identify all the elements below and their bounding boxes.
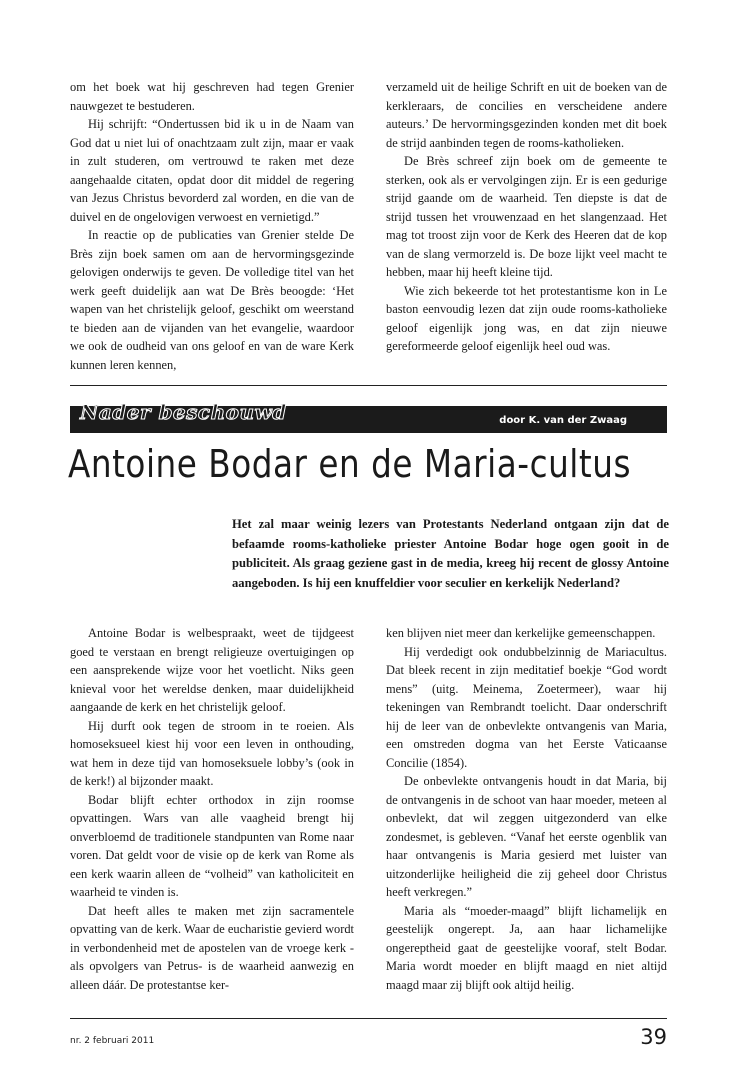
top-left-column — [70, 78, 354, 374]
article-lead: Het zal maar weinig lezers van Protestants Nederland ontgaan zijn dat de befaamde rooms-katholieke priester Antoine Bodar hoge ogen gooit in de publiciteit. Als graag geziene gast in de media, kreeg hij recent de glossy Antoine aangeboden. Is hij een knuffeldier voor seculier en kerkelijk Nederland? — [232, 517, 669, 590]
author-byline: door K. van der Zwaag — [499, 415, 627, 426]
paragraph: ken blijven niet meer dan kerkelijke gemeenschappen. — [386, 626, 656, 640]
paragraph: De onbevlekte ontvangenis houdt in dat Maria, bij de ontvangenis in de schoot van haar moeder, meteen al onbevlekt, dat wil zeggen uitgezonderd van elke zondesmet, is gebleven. “Vanaf het eerste ogenblik van haar ontvangenis is Maria gesierd met luister van uitzonderlijke heiligheid die zij geheel door Christus heeft verkregen.” — [386, 774, 667, 899]
issue-label: nr. 2 februari 2011 — [70, 1036, 155, 1046]
section-divider-top — [70, 385, 667, 386]
section-label: Nader beschouwd — [80, 400, 287, 424]
paragraph: Hij verdedigt ook ondubbelzinnig de Mariacultus. Dat bleek recent in zijn meditatief boekje “God wordt mens” (uitg. Meinema, Zoetermeer), waar hij tekeningen van Rembrandt toelicht. Daar onderschrift hij de leer van de onbevlekte ontvangenis van Maria, een omstreden dogma van het Eerste Vaticaanse Concilie (1854). — [386, 644, 667, 770]
section-banner — [70, 400, 667, 433]
paragraph: verzameld uit de heilige Schrift en uit de boeken van de kerkleraars, de concilies en verscheidene andere auteurs.’ De hervormingsgezinden konden met dit boek de strijd aanbinden tegen de rooms-katholieken. — [386, 80, 667, 150]
paragraph: De Brès schreef zijn boek om de gemeente te sterken, ook als er vervolgingen zijn. Er is een gedurige strijd gaande om de waarheid. Ten diepste is dat de strijd tussen het vrouwenzaad en het slangenzaad. Het mag tot troost zijn voor de Kerk des Heeren dat de kop van de slang vermorzeld is. De boze lijkt veel macht te hebben, maar hij heeft kleine tijd. — [386, 154, 667, 279]
paragraph: Hij durft ook tegen de stroom in te roeien. Als homoseksueel kiest hij voor een leven in onthouding, wat hem in deze tijd van homoseksuele lobby’s (ook in de kerk!) al bijzonder maakt. — [70, 718, 354, 788]
bottom-left-column — [70, 624, 354, 994]
footer-divider — [70, 1018, 667, 1019]
paragraph: Dat heeft alles te maken met zijn sacramentele opvatting van de kerk. Waar de eucharistie gevierd wordt in verbondenheid met de apostelen van de vroege kerk -als opvolgers van Petrus- is de waarheid aanwezig en alleen dáár. De protestantse ker- — [70, 903, 354, 992]
page-number: 39 — [640, 1025, 667, 1049]
article-headline: Antoine Bodar en de Maria-cultus — [68, 442, 632, 486]
paragraph: Antoine Bodar is welbespraakt, weet de tijdgeest goed te verstaan en brengt religieuze overtuigingen op een aansprekende wijze voor het voetlicht. Niks geen knieval voor het wereldse denken, maar duidelijkheid aangaande de kerk en het christelijk geloof. — [70, 626, 354, 714]
paragraph: In reactie op de publicaties van Grenier stelde De Brès zijn boek samen om aan de hervormingsgezinde gelovigen onderwijs te geven. De volledige titel van het werk geeft duidelijk aan wat De Brès beoogde: ‘Het wapen van het christelijk geloof, geschikt om weerstand te bieden aan de vijanden van het evangelie, waardoor we ook de oudheid van ons geloof en van de ware Kerk kunnen leren kennen, — [70, 228, 354, 372]
paragraph: om het boek wat hij geschreven had tegen Grenier nauwgezet te bestuderen. — [70, 80, 354, 113]
bottom-right-column — [386, 624, 667, 994]
paragraph: Hij schrijft: “Ondertussen bid ik u in de Naam van God dat u niet lui of onachtzaam zult zijn, maar er vaak in zult studeren, om vertrouwd te raken met deze aangehaalde citaten, opdat door dit middel de regering van Jezus Christus bevorderd zal worden, en die van de duivel en de ongelovigen verwoest en vernietigd.” — [70, 117, 354, 224]
paragraph: Maria als “moeder-maagd” blijft lichamelijk en geestelijk ongerept. Ja, aan haar lichamelijke ongereptheid gaat de geestelijke vooraf, stelt Bodar. Maria wordt moeder en blijft maagd en niet altijd maagd maar zij blijft ook altijd heilig. — [386, 903, 667, 992]
paragraph: Bodar blijft echter orthodox in zijn roomse opvattingen. Wars van alle vaagheid brengt hij onverbloemd de traditionele standpunten van Rome naar voren. Dat geldt voor de visie op de kerk van Rome als een kerk waarin alleen de “volheid” van katholiciteit en waarheid te vinden is. — [70, 792, 354, 899]
top-right-column — [386, 78, 667, 356]
paragraph: Wie zich bekeerde tot het protestantisme kon in Le baston eenvoudig lezen dat zijn oude rooms-katholieke geloof eigenlijk jong was, en dat zijn nieuwe gereformeerde geloof eigenlijk heel oud was. — [386, 283, 667, 353]
